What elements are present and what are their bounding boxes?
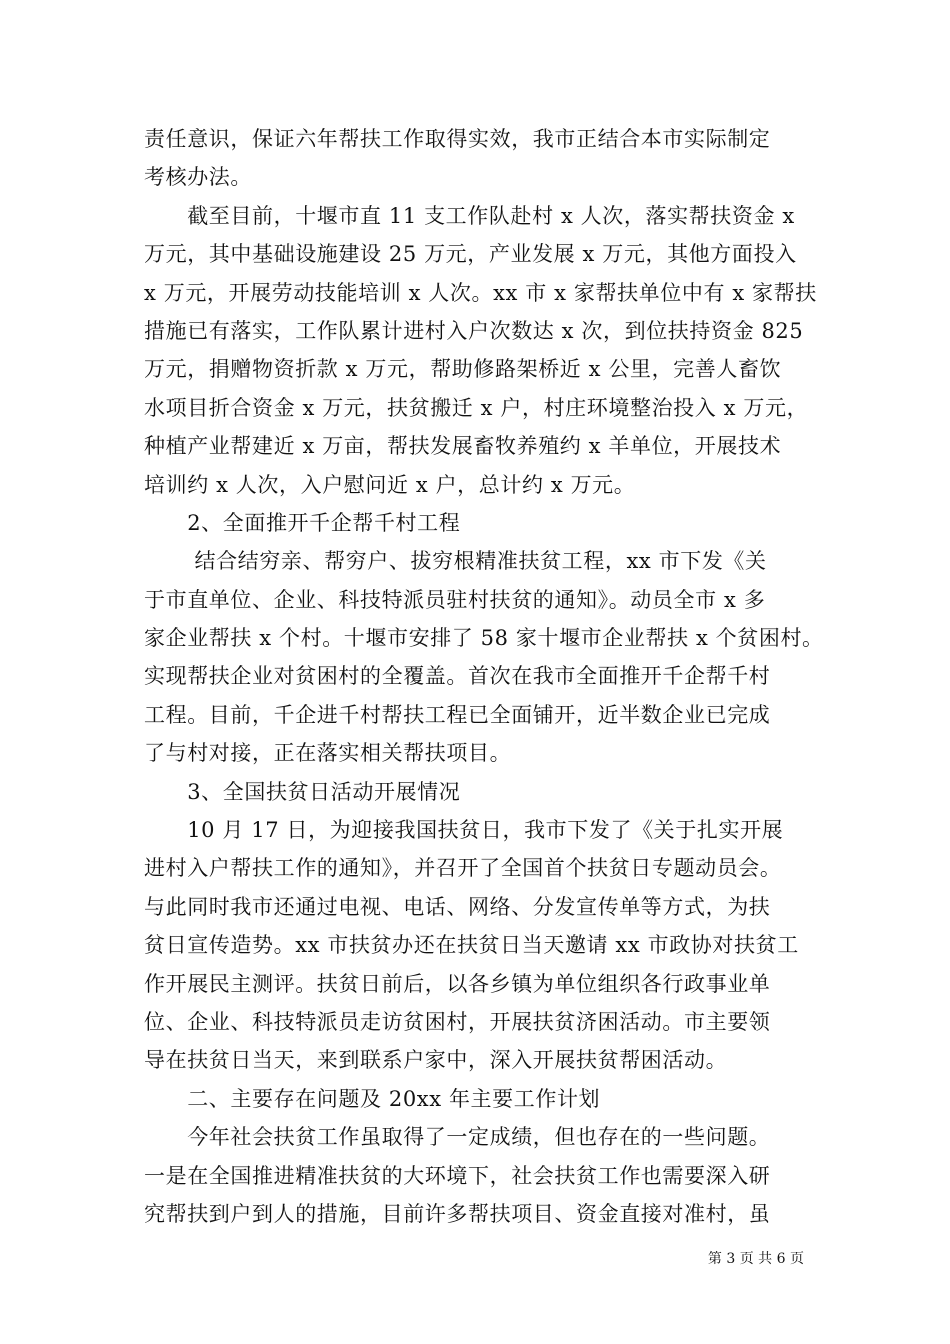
text-line: 10 月 17 日，为迎接我国扶贫日，我市下发了《关于扎实开展	[144, 818, 784, 843]
text-line: x 万元，开展劳动技能培训 x 人次。xx 市 x 家帮扶单位中有 x 家帮扶	[144, 280, 817, 305]
section-heading: 2、全面推开千企帮千村工程	[144, 510, 461, 535]
text-line: 贫日宣传造势。xx 市扶贫办还在扶贫日当天邀请 xx 市政协对扶贫工	[144, 933, 799, 958]
text-line: 于市直单位、企业、科技特派员驻村扶贫的通知》。动员全市 x 多	[144, 587, 766, 612]
text-line: 培训约 x 人次，入户慰问近 x 户，总计约 x 万元。	[144, 472, 636, 497]
text-line: 责任意识，保证六年帮扶工作取得实效，我市正结合本市实际制定	[144, 127, 771, 151]
text-line: 工程。目前，千企进千村帮扶工程已全面铺开，近半数企业已完成	[144, 702, 771, 727]
text-line: 家企业帮扶 x 个村。十堰市安排了 58 家十堰市企业帮扶 x 个贫困村。	[144, 626, 824, 651]
text-line: 结合结穷亲、帮穷户、拔穷根精准扶贫工程，xx 市下发《关	[144, 549, 767, 574]
text-line: 考核办法。	[144, 165, 252, 190]
text-line: 位、企业、科技特派员走访贫困村，开展扶贫济困活动。市主要领	[144, 1009, 771, 1034]
text-line: 实现帮扶企业对贫困村的全覆盖。首次在我市全面推开千企帮千村	[144, 664, 771, 689]
page-number: 第 3 页 共 6 页	[707, 1251, 804, 1267]
text-line: 截至目前，十堰市直 11 支工作队赴村 x 人次，落实帮扶资金 x	[144, 203, 795, 228]
text-line: 一是在全国推进精准扶贫的大环境下，社会扶贫工作也需要深入研	[144, 1163, 771, 1188]
text-line: 万元，捐赠物资折款 x 万元，帮助修路架桥近 x 公里，完善人畜饮	[144, 357, 782, 382]
text-line: 措施已有落实，工作队累计进村入户次数达 x 次，到位扶持资金 825	[144, 318, 804, 343]
text-line: 导在扶贫日当天，来到联系户家中，深入开展扶贫帮困活动。	[144, 1048, 728, 1073]
text-line: 万元，其中基础设施建设 25 万元，产业发展 x 万元，其他方面投入	[144, 242, 797, 267]
document-body	[144, 120, 824, 1233]
text-line: 究帮扶到户到人的措施，目前许多帮扶项目、资金直接对准村，虽	[144, 1201, 771, 1226]
text-line: 作开展民主测评。扶贫日前后，以各乡镇为单位组织各行政事业单	[144, 971, 771, 996]
text-line: 了与村对接，正在落实相关帮扶项目。	[144, 741, 512, 766]
text-line: 与此同时我市还通过电视、电话、网络、分发宣传单等方式，为扶	[144, 894, 771, 919]
text-line: 今年社会扶贫工作虽取得了一定成绩，但也存在的一些问题。	[144, 1125, 771, 1150]
section-heading: 二、主要存在问题及 20xx 年主要工作计划	[144, 1086, 601, 1111]
section-heading: 3、全国扶贫日活动开展情况	[144, 779, 461, 804]
text-line: 种植产业帮建近 x 万亩，帮扶发展畜牧养殖约 x 羊单位，开展技术	[144, 434, 782, 459]
text-line: 水项目折合资金 x 万元，扶贫搬迁 x 户，村庄环境整治投入 x 万元，	[144, 395, 809, 420]
text-line: 进村入户帮扶工作的通知》，并召开了全国首个扶贫日专题动员会。	[144, 856, 782, 881]
